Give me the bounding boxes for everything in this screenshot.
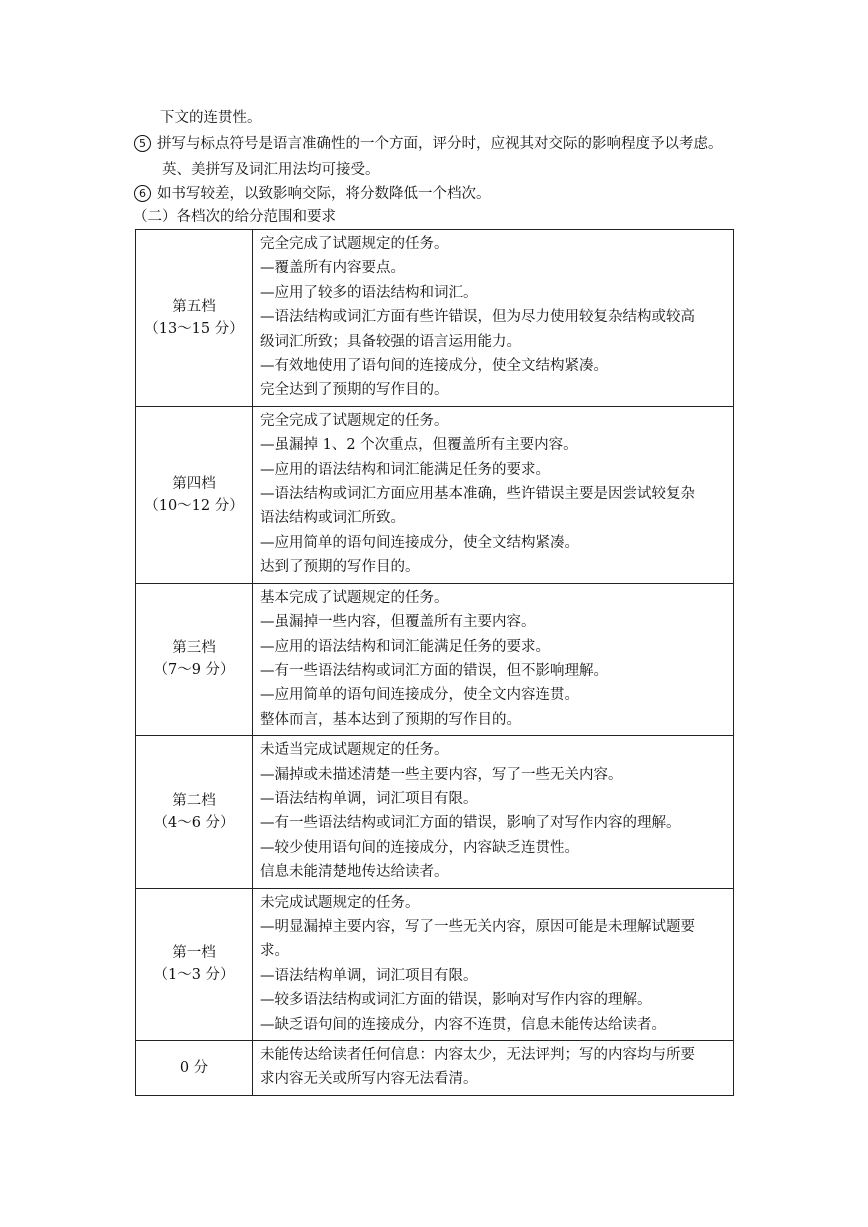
description-line: —较多语法结构或词汇方面的错误，影响对写作内容的理解。 (260, 992, 652, 1009)
description-cell (253, 1041, 734, 1096)
level-name: 第五档 (172, 298, 216, 315)
level-range: （7～9 分） (153, 662, 235, 679)
description-line: 求内容无关或所写内容无法看清。 (260, 1071, 478, 1088)
description-line: —有效地使用了语句间的连接成分，使全文结构紧凑。 (260, 358, 608, 375)
description-line: —应用的语法结构和词汇能满足任务的要求。 (260, 638, 550, 655)
level-name: 第三档 (172, 640, 216, 657)
description-line: —语法结构或词汇方面应用基本准确，些许错误主要是因尝试较复杂 (260, 486, 695, 503)
description-line: 完全完成了试题规定的任务。 (260, 236, 449, 252)
description-line: 求。 (260, 943, 289, 960)
level-range: （13～15 分） (144, 320, 244, 337)
grading-table (135, 229, 734, 1096)
level-range: （10～12 分） (144, 497, 244, 514)
description-line: 语法结构或词汇所致。 (260, 510, 405, 527)
description-line: —虽漏掉一些内容，但覆盖所有主要内容。 (260, 614, 536, 631)
description-line: 完全完成了试题规定的任务。 (260, 412, 449, 429)
description-line: —语法结构单调，词汇项目有限。 (260, 967, 478, 984)
description-line: —应用了较多的语法结构和词汇。 (260, 284, 478, 301)
level-cell (136, 230, 253, 407)
description-line: —覆盖所有内容要点。 (260, 260, 405, 277)
description-line: 信息未能清楚地传达给读者。 (260, 864, 449, 881)
description-line: —有一些语法结构或词汇方面的错误，影响了对写作内容的理解。 (260, 815, 681, 832)
item-6 (134, 184, 491, 204)
level-cell (136, 406, 253, 583)
description-line: —语法结构或词汇方面有些许错误，但为尽力使用较复杂结构或较高 (260, 309, 695, 326)
table-row (136, 406, 734, 583)
item-5 (134, 134, 723, 154)
item-5-text: 拼写与标点符号是语言准确性的一个方面，评分时，应视其对交际的影响程度予以考虑。 (157, 136, 723, 152)
description-line: 达到了预期的写作目的。 (260, 559, 420, 576)
level-cell (136, 1041, 253, 1096)
level-name: 第一档 (172, 945, 216, 962)
intro-line-1: 下文的连贯性。 (160, 110, 262, 126)
description-line: —较少使用语句间的连接成分，内容缺乏连贯性。 (260, 839, 579, 856)
description-line: 基本完成了试题规定的任务。 (260, 589, 449, 606)
level-range: （1～3 分） (153, 967, 235, 984)
description-line: —有一些语法结构或词汇方面的错误，但不影响理解。 (260, 662, 608, 679)
description-line: —语法结构单调，词汇项目有限。 (260, 790, 478, 807)
circled-number-5: 5 (134, 135, 151, 152)
description-line: 完全达到了预期的写作目的。 (260, 382, 449, 399)
item-6-text: 如书写较差，以致影响交际，将分数降低一个档次。 (157, 186, 491, 202)
description-cell (253, 888, 734, 1040)
table-row (136, 1041, 734, 1096)
description-cell (253, 406, 734, 583)
table-row (136, 888, 734, 1040)
description-line: 整体而言，基本达到了预期的写作目的。 (260, 711, 521, 728)
description-line: —应用简单的语句间连接成分，使全文内容连贯。 (260, 687, 579, 704)
level-cell (136, 888, 253, 1040)
description-line: —漏掉或未描述清楚一些主要内容，写了一些无关内容。 (260, 766, 623, 783)
level-cell (136, 736, 253, 888)
description-line: 未适当完成试题规定的任务。 (260, 742, 449, 759)
level-range: （4～6 分） (153, 814, 235, 831)
table-row (136, 583, 734, 735)
level-name: 0 分 (179, 1059, 209, 1076)
description-line: —应用的语法结构和词汇能满足任务的要求。 (260, 461, 550, 478)
description-line: —虽漏掉 1、2 个次重点，但覆盖所有主要内容。 (260, 437, 578, 454)
section-title: （二）各档次的给分范围和要求 (133, 209, 336, 225)
description-line: —缺乏语句间的连接成分，内容不连贯，信息未能传达给读者。 (260, 1016, 666, 1033)
table-row (136, 736, 734, 888)
description-line: —应用简单的语句间连接成分，使全文结构紧凑。 (260, 534, 579, 551)
table-row (136, 230, 734, 407)
level-name: 第二档 (172, 792, 216, 809)
circled-number-6: 6 (134, 185, 151, 202)
level-name: 第四档 (172, 475, 216, 492)
description-cell (253, 230, 734, 407)
description-line: —明显漏掉主要内容，写了一些无关内容，原因可能是未理解试题要 (260, 918, 695, 935)
description-cell (253, 736, 734, 888)
description-line: 未完成试题规定的任务。 (260, 894, 420, 911)
description-line: 级词汇所致；具备较强的语言运用能力。 (260, 333, 521, 350)
description-cell (253, 583, 734, 735)
description-line: 未能传达给读者任何信息：内容太少，无法评判；写的内容均与所要 (260, 1047, 695, 1063)
level-cell (136, 583, 253, 735)
item-5-continuation: 英、美拼写及词汇用法均可接受。 (162, 162, 380, 178)
